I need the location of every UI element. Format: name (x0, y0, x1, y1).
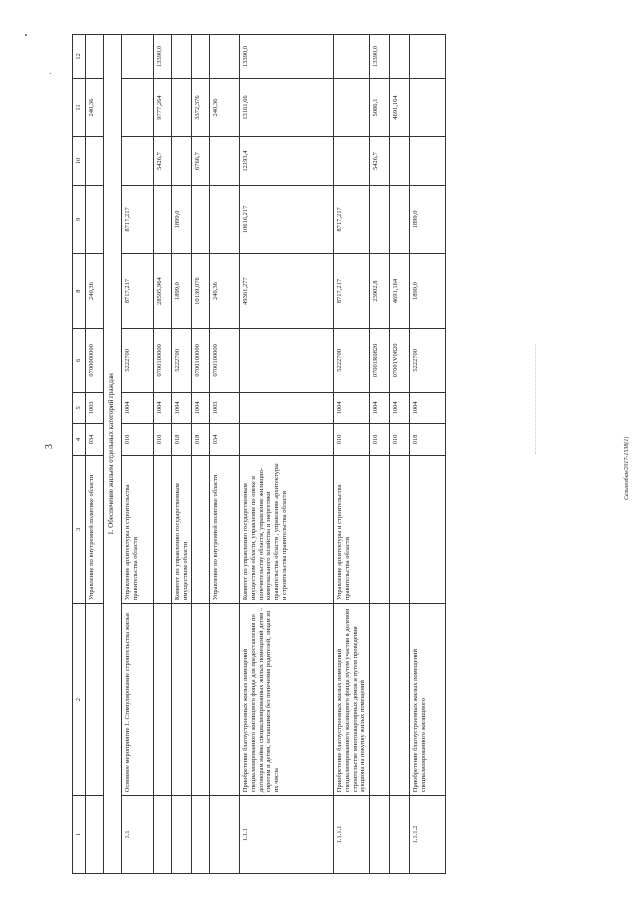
table-cell: 5426,7 (369, 137, 389, 186)
table-cell (389, 185, 409, 253)
table-cell: 1003 (210, 392, 240, 424)
table-cell (369, 185, 389, 253)
table-cell (192, 185, 210, 253)
table-cell: 1004 (192, 392, 210, 424)
header-row (73, 35, 86, 874)
table-cell: 034 (86, 424, 104, 456)
table-cell: 28595,964 (154, 253, 172, 328)
table-cell (122, 35, 154, 79)
table-cell (334, 78, 370, 136)
table-cell (389, 455, 409, 603)
table-cell (154, 604, 172, 796)
table-cell: 6766,7 (192, 137, 210, 186)
table-cell (389, 604, 409, 796)
table-cell (210, 185, 240, 253)
table-cell: 018 (192, 424, 210, 456)
table-cell (369, 604, 389, 796)
table-cell: 1899,0 (172, 185, 192, 253)
table-cell: 3372,376 (192, 78, 210, 136)
header-cell: 10 (73, 137, 86, 186)
table-cell (154, 796, 172, 874)
table-row (334, 35, 370, 874)
rotated-page (72, 34, 608, 874)
table-cell: Приобретение благоустроенных жилых помещений специализированного жилищного фонда для предоставления по договорам найма специализированных жилых помещений детям – сиротам и детям, оставшимся без попечения родителей, лицам из их числа (240, 604, 334, 796)
table-cell (172, 78, 192, 136)
table-cell: 240,36 (86, 253, 104, 328)
table-cell (240, 392, 334, 424)
table-cell: 1004 (172, 392, 192, 424)
table-cell: 5426,7 (154, 137, 172, 186)
table-cell: 1004 (409, 392, 445, 424)
table-cell: 1003 (86, 392, 104, 424)
table-cell: 010 (369, 424, 389, 456)
table-cell: 1004 (122, 392, 154, 424)
table-cell: 13390,0 (240, 35, 334, 79)
table-cell (192, 35, 210, 79)
section-heading: 1. Обеспечение жильем отдельных категорий граждан (104, 35, 122, 874)
table-cell: 5222700 (172, 329, 192, 392)
table-row (122, 35, 154, 874)
table-cell (192, 796, 210, 874)
program-table (72, 34, 446, 874)
table-cell: 8717,217 (122, 253, 154, 328)
table-cell (334, 35, 370, 79)
table-cell: 5222700 (122, 329, 154, 392)
table-cell: Основное мероприятие 1. Стимулирование строительства жилья (122, 604, 154, 796)
table-cell (409, 137, 445, 186)
table-cell (409, 455, 445, 603)
table-cell: 240,36 (86, 78, 104, 136)
table-cell: 13161,66 (240, 78, 334, 136)
table-cell: 49361,277 (240, 253, 334, 328)
table-cell: 1.1 (122, 796, 154, 874)
section-row (104, 35, 122, 874)
table-cell (389, 35, 409, 79)
table-cell: 1.1.1.2 (409, 796, 445, 874)
table-row (369, 35, 389, 874)
table-cell: 23902,8 (369, 253, 389, 328)
table-cell (86, 604, 104, 796)
table-cell: 10139,076 (192, 253, 210, 328)
table-cell: 0700100000 (154, 329, 172, 392)
table-row (240, 35, 334, 874)
table-cell: 010 (122, 424, 154, 456)
table-row (154, 35, 172, 874)
table-cell: Управление архитектуры и строительства правительства области (122, 455, 154, 603)
table-cell (210, 796, 240, 874)
table-cell: 240,36 (210, 78, 240, 136)
table-cell (369, 796, 389, 874)
header-cell: 11 (73, 78, 86, 136)
table-cell: Управление по внутренней политике области (86, 455, 104, 603)
table-cell: 010 (154, 424, 172, 456)
scan-speck (50, 73, 51, 74)
table-cell (86, 35, 104, 79)
header-cell: 4 (73, 424, 86, 456)
table-cell: 8717,217 (334, 253, 370, 328)
table-cell (409, 78, 445, 136)
table-cell: 13390,0 (154, 35, 172, 79)
header-cell: 8 (73, 253, 86, 328)
faint-line (535, 344, 537, 454)
header-cell: 6 (73, 329, 86, 392)
table-cell (172, 796, 192, 874)
header-cell: 3 (73, 455, 86, 603)
table-row (210, 35, 240, 874)
table-cell: 5086,1 (369, 78, 389, 136)
table-cell: 07001R0820 (369, 329, 389, 392)
table-cell: 9777,264 (154, 78, 172, 136)
table-cell (122, 78, 154, 136)
table-cell: 07001V0820 (389, 329, 409, 392)
table-cell: Управление по внутренней политике области (210, 455, 240, 603)
table-cell (86, 185, 104, 253)
table-row (192, 35, 210, 874)
page-number: 3 (44, 444, 55, 449)
table-cell (210, 137, 240, 186)
table-cell: 018 (409, 424, 445, 456)
table-cell: 1004 (334, 392, 370, 424)
table-cell: 1.1.1 (240, 796, 334, 874)
table-cell: 010 (389, 424, 409, 456)
table-cell: Комитет по управлению государственным имуществом области (172, 455, 192, 603)
scan-speck (25, 34, 27, 36)
table-cell (240, 329, 334, 392)
table-cell: 1004 (389, 392, 409, 424)
header-cell: 1 (73, 796, 86, 874)
table-cell: 1899,0 (409, 185, 445, 253)
table-cell: 8717,217 (334, 185, 370, 253)
table-cell: 5222700 (334, 329, 370, 392)
table-row (86, 35, 104, 874)
table-cell (389, 796, 409, 874)
table-cell (86, 137, 104, 186)
table-cell (210, 604, 240, 796)
table-cell: 13390,0 (369, 35, 389, 79)
table-cell (389, 137, 409, 186)
table-cell: Приобретение благоустроенных жилых помещений специализированного жилищного (409, 604, 445, 796)
header-cell: 9 (73, 185, 86, 253)
table-cell: 010 (334, 424, 370, 456)
table-cell (172, 35, 192, 79)
table-cell (369, 455, 389, 603)
table-cell (334, 137, 370, 186)
table-cell (192, 455, 210, 603)
document-code: Сельхозбан/2017-1538(1) (624, 436, 630, 500)
table-cell: 0700000000 (86, 329, 104, 392)
table-cell: 1004 (369, 392, 389, 424)
header-cell: 5 (73, 392, 86, 424)
table-cell (154, 185, 172, 253)
table-cell: 0700100000 (192, 329, 210, 392)
table-cell (172, 137, 192, 186)
table-cell: 10616,217 (240, 185, 334, 253)
table-cell: 12193,4 (240, 137, 334, 186)
table-cell: 1899,0 (409, 253, 445, 328)
table-cell: 240,36 (210, 253, 240, 328)
table-cell: 018 (172, 424, 192, 456)
table-cell: 034 (210, 424, 240, 456)
table-cell: 4691,164 (389, 78, 409, 136)
table-cell (210, 35, 240, 79)
table-cell (122, 137, 154, 186)
table-cell (86, 796, 104, 874)
table-cell: Управление архитектуры и строительства правительства области (334, 455, 370, 603)
table-cell: 1.1.1.1 (334, 796, 370, 874)
header-cell: 12 (73, 35, 86, 79)
table-row (409, 35, 445, 874)
table-cell: 0700100000 (210, 329, 240, 392)
table-cell (192, 604, 210, 796)
table-cell: 5222700 (409, 329, 445, 392)
table-cell: Комитет по управлению государственным имуществом области, управление по опеке и попечительству области, управление жилищно-коммунального хозяйства и энергетики правительства области , управление архитектуры и строительства правительства области (240, 455, 334, 603)
table-cell: 8717,217 (122, 185, 154, 253)
table-cell (172, 604, 192, 796)
table-cell: 1899,0 (172, 253, 192, 328)
table-row (389, 35, 409, 874)
table-cell (154, 455, 172, 603)
header-cell: 2 (73, 604, 86, 796)
table-cell (409, 35, 445, 79)
table-cell: Приобретение благоустроенных жилых помещений специализированного жилищного фонда путем участия в долевом строительстве многоквартирных домов и путем проведения аукциона на покупку жилых помещений (334, 604, 370, 796)
table-cell (240, 424, 334, 456)
table-cell: 4691,164 (389, 253, 409, 328)
table-cell: 1004 (154, 392, 172, 424)
table-row (172, 35, 192, 874)
